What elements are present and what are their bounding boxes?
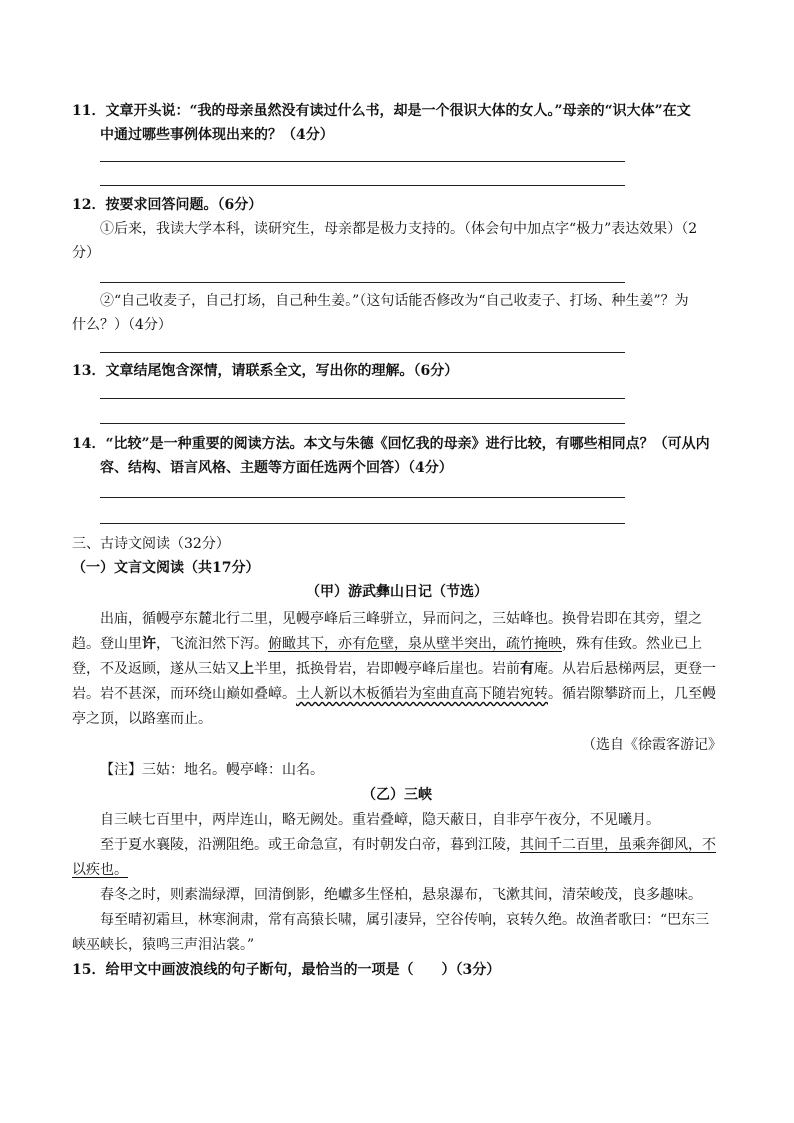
yi-text — [72, 808, 722, 958]
answer-line[interactable] — [100, 398, 625, 399]
answer-line[interactable] — [100, 185, 625, 186]
jia-text: 出庙，循幔亭东麓北行二里，见幔亭峰后三峰骈立，异而问之，三姑峰也。换骨岩即在其旁，望之趋。登山里 — [72, 611, 702, 652]
jia-key-word: 有 — [520, 661, 534, 677]
q12-sub1 — [72, 217, 722, 241]
jia-text: ，殊有佳致。然业已上登，不及返顾，遂从三姑又 — [72, 636, 702, 677]
question-12 — [72, 193, 722, 265]
jia-text: 庵。从岩后悬梯两层，更登一岩。岩不甚深，而环绕山巅如叠嶂。 — [72, 661, 716, 702]
jia-title: （甲）游武彝山日记（节选） — [306, 584, 488, 600]
q12-sub1-text: ①后来，我读大学本科，读研究生，母亲都是极力支持的。（体会句中加点字“极力”表达效果）（2 — [100, 221, 698, 237]
q12-sub1-tail: 分） — [72, 245, 100, 261]
jia-paragraph — [72, 607, 722, 732]
yi-p1: 自三峡七百里中，两岸连山，略无阙处。重岩叠嶂，隐天蔽日，自非亭午夜分，不见曦月。 — [100, 812, 660, 828]
yi-text-span: 至于夏水襄陵，沿溯阻绝。或王命急宣，有时朝发白帝，暮到江陵， — [100, 837, 520, 853]
part-1-heading: （一）文言文阅读（共17分） — [72, 560, 260, 576]
yi-underlined-sentence: 其间千二百里，虽乘奔御风，不以疾也。 — [72, 837, 716, 878]
question-11 — [72, 99, 722, 147]
yi-p3: 春冬之时，则素湍绿潭，回清倒影，绝巘多生怪柏，悬泉瀑布，飞漱其间，清荣峻茂，良多趣味。 — [100, 887, 702, 903]
jia-key-word: 上 — [240, 661, 254, 677]
answer-line[interactable] — [100, 523, 625, 524]
answer-line[interactable] — [100, 423, 625, 424]
q14-line2: 容、结构、语言风格、主题等方面任选两个回答）（4分） — [100, 460, 453, 476]
q14-line1: 14．“比较”是一种重要的阅读方法。本文与朱德《回忆我的母亲》进行比较，有哪些相同点？（可从内 — [72, 436, 710, 452]
jia-text: 。循岩隙攀跻而上，几至幔亭之顶，以路塞而止。 — [72, 686, 716, 727]
jia-underlined-phrase: 俯瞰其下，亦有危壁，泉从壁半突出，疏竹掩映 — [268, 636, 562, 652]
q11-line2: 中通过哪些事例体现出来的？（4分） — [100, 127, 334, 143]
yi-p2 — [72, 833, 722, 883]
question-13: 13．文章结尾饱含深情，请联系全文，写出你的理解。（6分） — [72, 363, 459, 379]
jia-wavy-sentence: 土人新以木板循岩为室曲直高下随岩宛转 — [296, 686, 548, 702]
q12-sub2: ②“自己收麦子，自己打场，自己种生姜。”（这句话能否修改为“自己收麦子、打场、种生姜”？为 — [100, 293, 689, 309]
section-3-heading: 三、古诗文阅读（32分） — [72, 536, 230, 552]
q12-sub2-tail: 什么？）（4分） — [72, 317, 172, 333]
jia-text: ，飞流汩然下泻。 — [156, 636, 268, 652]
jia-note: 【注】三姑：地名。幔亭峰：山名。 — [100, 762, 324, 778]
answer-line[interactable] — [100, 161, 625, 162]
yi-title: （乙）三峡 — [362, 787, 432, 803]
yi-p4: 每至晴初霜旦，林寒涧肃，常有高猿长啸，属引凄异，空谷传响，哀转久绝。故渔者歌曰：“巴东三峡巫峡长，猿鸣三声泪沾裳。” — [72, 912, 710, 953]
answer-line[interactable] — [100, 497, 625, 498]
jia-source: （选自《徐霞客游记》 — [582, 737, 722, 753]
q12-title: 12．按要求回答问题。（6分） — [72, 197, 263, 213]
q11-line1: 11．文章开头说：“我的母亲虽然没有读过什么书，却是一个很识大体的女人。”母亲的“识大体”在文 — [72, 103, 691, 119]
answer-line[interactable] — [100, 352, 625, 353]
question-14 — [72, 432, 722, 480]
answer-line[interactable] — [100, 282, 625, 283]
jia-key-word: 许 — [142, 636, 156, 652]
jia-text: 半里，抵换骨岩，岩即幔亭峰后崖也。岩前 — [254, 661, 520, 677]
question-15: 15．给甲文中画波浪线的句子断句，最恰当的一项是（ ）（3分） — [72, 962, 501, 978]
question-12-sub2 — [72, 289, 722, 337]
